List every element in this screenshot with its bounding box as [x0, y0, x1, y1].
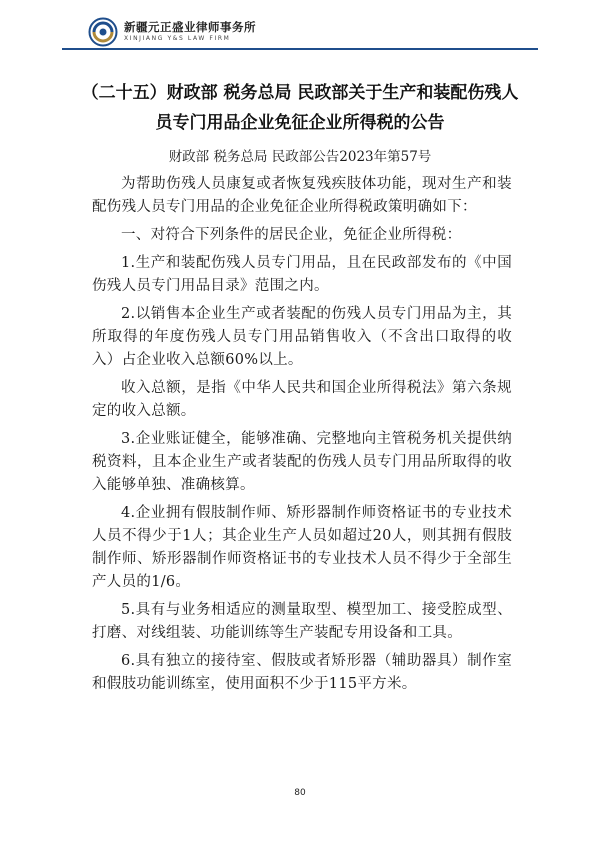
header-divider [62, 48, 538, 50]
document-title [62, 78, 538, 138]
announcement-number: 财政部 税务总局 民政部公告2023年第57号 [168, 149, 432, 165]
paragraph-intro: 为帮助伤残人员康复或者恢复残疾肢体功能，现对生产和装配伤残人员专门用品的企业免征企业所得税政策明确如下： [92, 176, 512, 215]
firm-name-cn: 新疆元正盛业律师事务所 [124, 20, 256, 34]
paragraph-condition-5: 5.具有与业务相适应的测量取型、模型加工、接受腔成型、打磨、对线组装、功能训练等生产装配专用设备和工具。 [92, 602, 512, 641]
paragraph-section-1: 一、对符合下列条件的居民企业，免征企业所得税： [121, 227, 462, 243]
paragraph-condition-3: 3.企业账证健全，能够准确、完整地向主管税务机关提供纳税资料，且本企业生产或者装配的伤残人员专门用品所取得的收入能够单独、准确核算。 [92, 431, 512, 493]
paragraph-condition-6: 6.具有独立的接待室、假肢或者矫形器（辅助器具）制作室和假肢功能训练室，使用面积不少于115平方米。 [92, 653, 512, 692]
paragraph-income-definition: 收入总额，是指《中华人民共和国企业所得税法》第六条规定的收入总额。 [92, 380, 512, 419]
paragraph-condition-1: 1.生产和装配伤残人员专门用品，且在民政部发布的《中国伤残人员专门用品目录》范围之内。 [92, 255, 512, 294]
paragraph-condition-4: 4.企业拥有假肢制作师、矫形器制作师资格证书的专业技术人员不得少于1人；其企业生产人员如超过20人，则其拥有假肢制作师、矫形器制作师资格证书的专业技术人员不得少于全部生产人员的1/6。 [92, 505, 512, 590]
document-body [92, 173, 512, 701]
paragraph-condition-2: 2.以销售本企业生产或者装配的伤残人员专门用品为主，其所取得的年度伤残人员专门用品销售收入（不含出口取得的收入）占企业收入总额60%以上。 [92, 306, 512, 368]
page-header [62, 14, 538, 50]
page-number: 80 [294, 788, 306, 798]
title-line-2: 员专门用品企业免征企业所得税的公告 [155, 113, 445, 133]
title-line-1: （二十五）财政部 税务总局 民政部关于生产和装配伤残人 [81, 83, 519, 103]
firm-logo-icon [88, 17, 118, 47]
firm-name-en: XINJIANG Y&S LAW FIRM [124, 35, 231, 42]
